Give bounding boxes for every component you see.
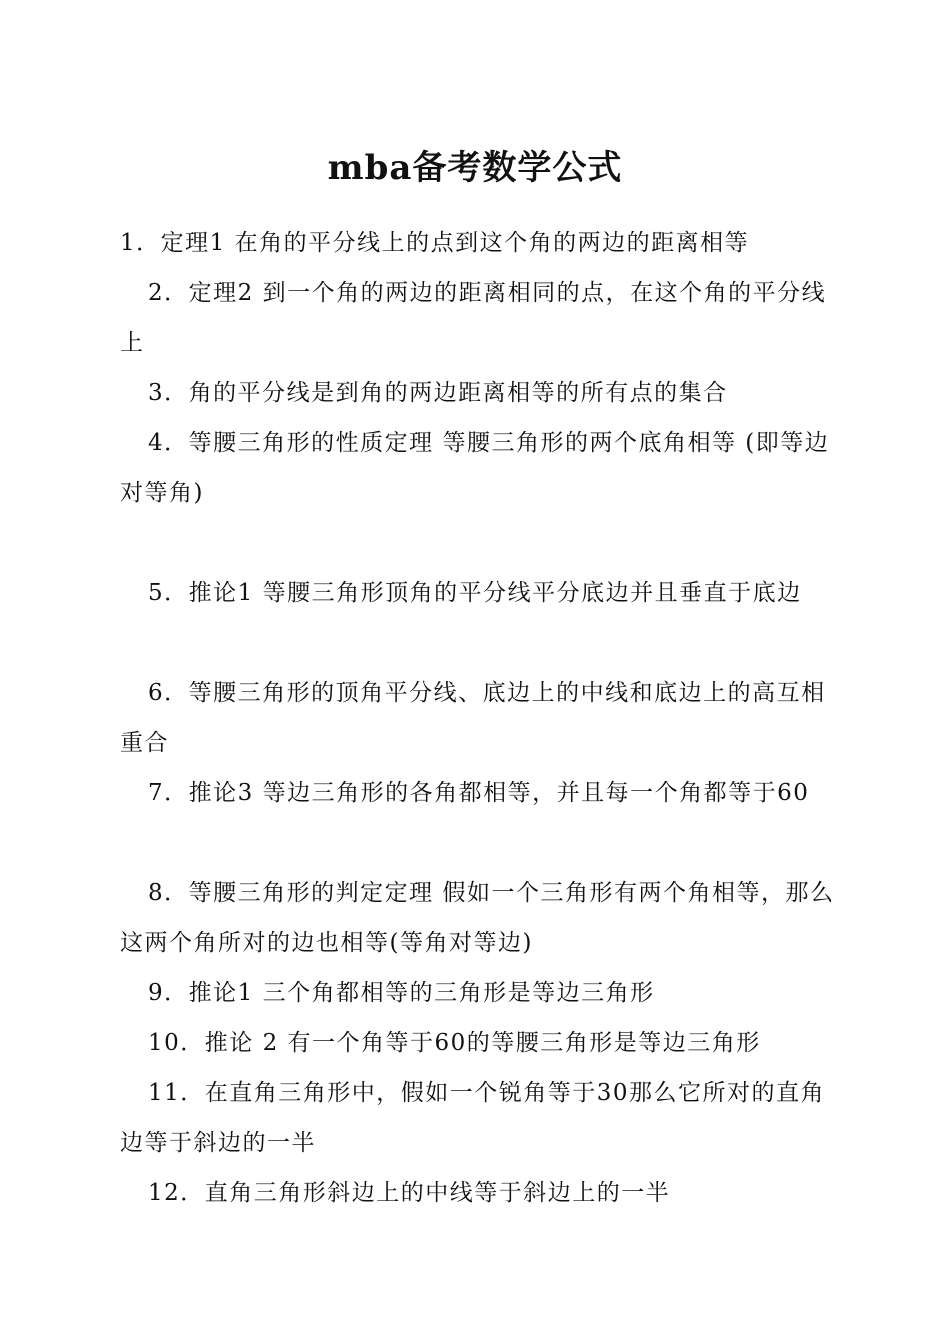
list-item: 1．定理1 在角的平分线上的点到这个角的两边的距离相等 [120,230,750,256]
list-item: 2．定理2 到一个角的两边的距离相同的点，在这个角的平分线上 [120,280,827,356]
list-item: 10．推论 2 有一个角等于60的等腰三角形是等边三角形 [148,1030,761,1056]
list-item: 7．推论3 等边三角形的各角都相等，并且每一个角都等于60 [148,780,810,806]
list-item: 3．角的平分线是到角的两边距离相等的所有点的集合 [148,380,728,406]
formula-list [120,218,835,1218]
list-item: 5．推论1 等腰三角形顶角的平分线平分底边并且垂直于底边 [148,580,802,606]
list-item: 12．直角三角形斜边上的中线等于斜边上的一半 [148,1180,671,1206]
list-item: 4．等腰三角形的性质定理 等腰三角形的两个底角相等 (即等边对等角) [120,430,830,506]
document-title: mba备考数学公式 [327,148,623,188]
list-item: 6．等腰三角形的顶角平分线、底边上的中线和底边上的高互相重合 [120,680,826,756]
list-item: 9．推论1 三个角都相等的三角形是等边三角形 [148,980,655,1006]
list-item: 11．在直角三角形中，假如一个锐角等于30那么它所对的直角边等于斜边的一半 [120,1080,826,1156]
list-item: 8．等腰三角形的判定定理 假如一个三角形有两个角相等，那么这两个角所对的边也相等(等角对等边) [120,880,835,956]
